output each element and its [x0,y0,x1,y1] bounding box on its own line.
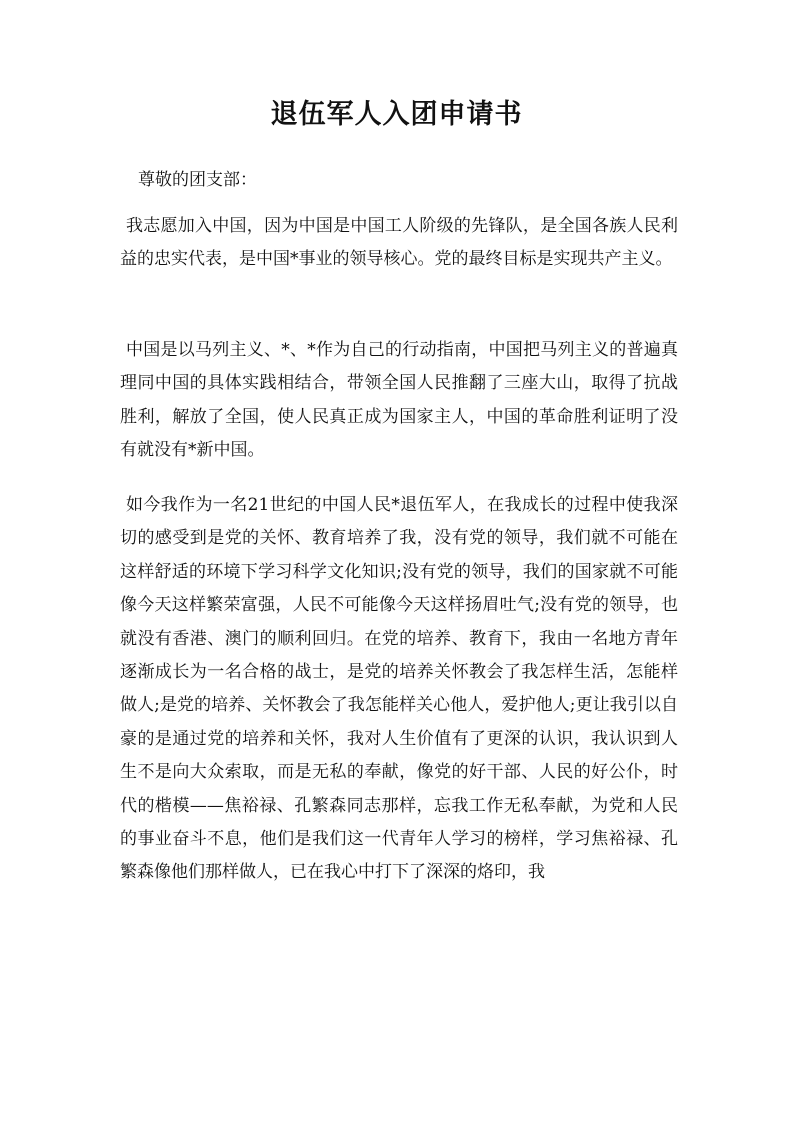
document-title: 退伍军人入团申请书 [270,99,523,130]
salutation: 尊敬的团支部： [138,170,257,190]
paragraph-1: 我志愿加入中国，因为中国是中国工人阶级的先锋队，是全国各族人民利益的忠实代表，是中国*事业的领导核心。党的最终目标是实现共产主义。 [120,216,678,270]
paragraph-2: 中国是以马列主义、*、*作为自己的行动指南，中国把马列主义的普遍真理同中国的具体实践相结合，带领全国人民推翻了三座大山，取得了抗战胜利，解放了全国，使人民真正成为国家主人，中国的革命胜利证明了没有就没有*新中国。 [120,340,678,461]
paragraph-3: 如今我作为一名21世纪的中国人民*退伍军人，在我成长的过程中使我深切的感受到是党的关怀、教育培养了我，没有党的领导，我们就不可能在这样舒适的环境下学习科学文化知识;没有党的领导，我们的国家就不可能像今天这样繁荣富强，人民不可能像今天这样扬眉吐气;没有党的领导，也就没有香港、澳门的顺利回归。在党的培养、教育下，我由一名地方青年逐渐成长为一名合格的战士，是党的培养关怀教会了我怎样生活，怎能样做人;是党的培养、关怀教会了我怎能样关心他人，爱护他人;更让我引以自豪的是通过党的培养和关怀，我对人生价值有了更深的认识，我认识到人生不是向大众索取，而是无私的奉献，像党的好干部、人民的好公仆，时代的楷模——焦裕禄、孔繁森同志那样，忘我工作无私奉献，为党和人民的事业奋斗不息，他们是我们这一代青年人学习的榜样，学习焦裕禄、孔繁森像他们那样做人，已在我心中打下了深深的烙印，我 [120,495,678,883]
